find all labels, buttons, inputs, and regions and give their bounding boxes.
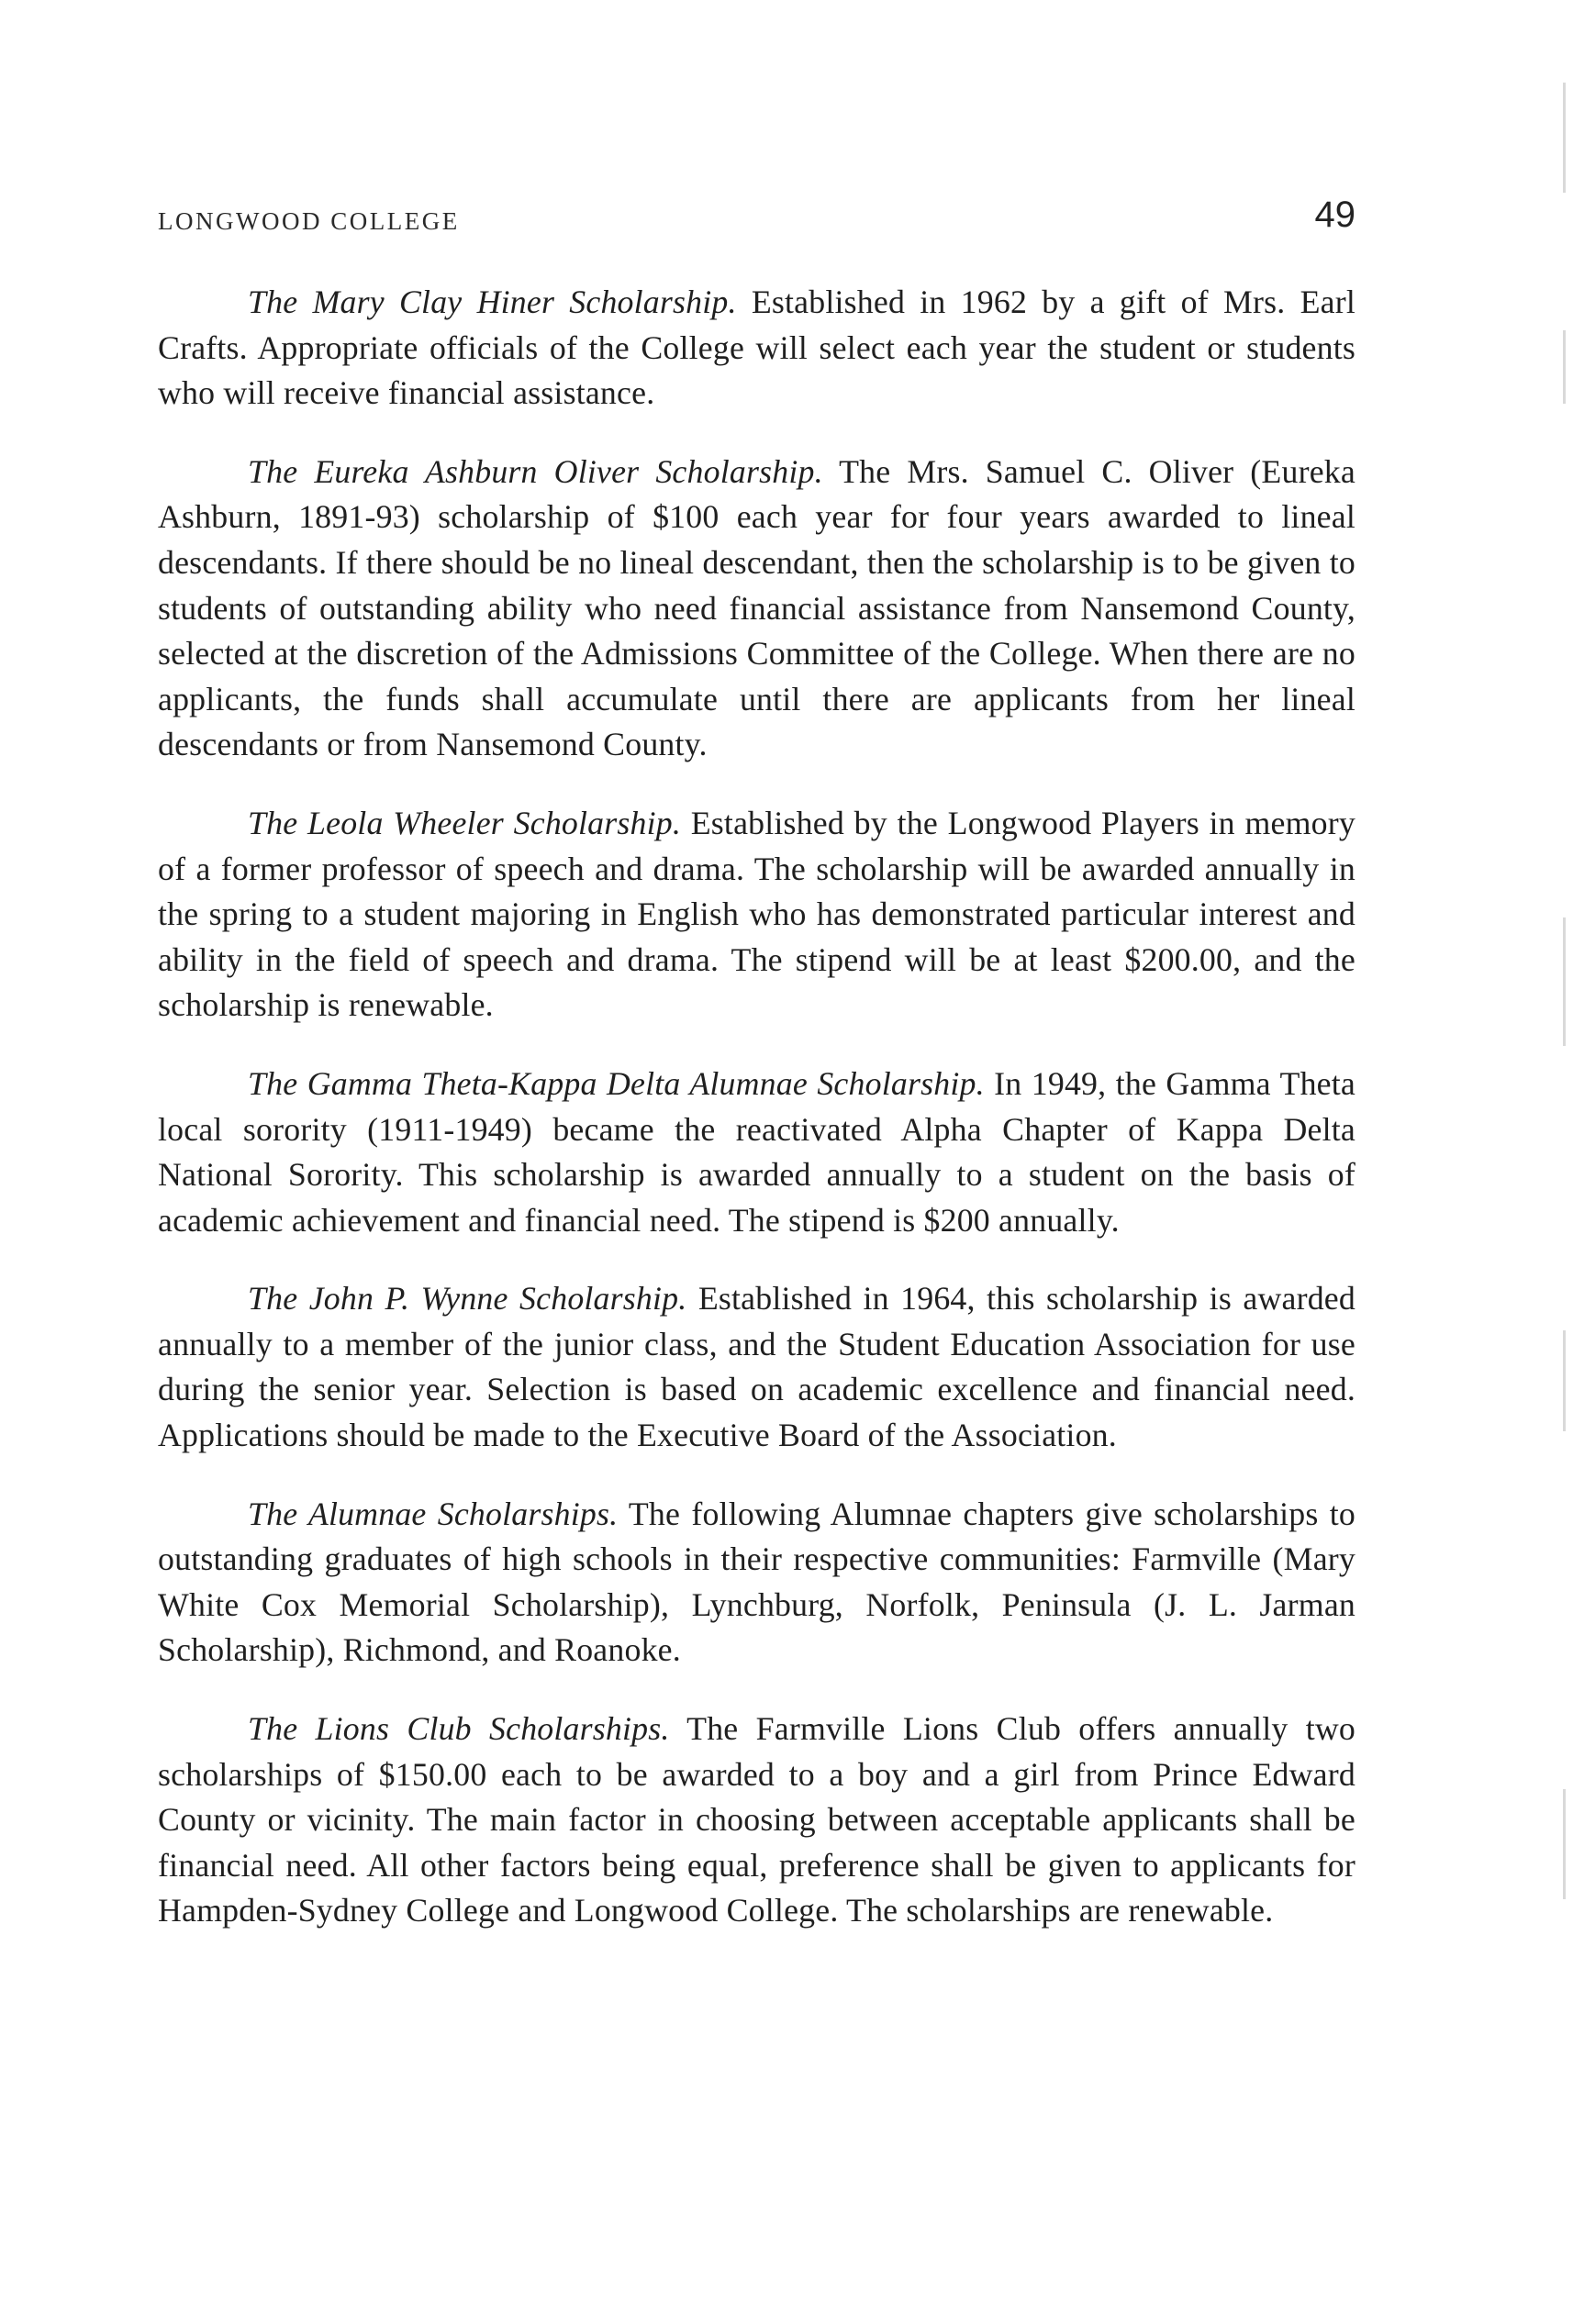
scholarship-paragraph (158, 1276, 1355, 1458)
scholarship-paragraph (158, 1062, 1355, 1243)
scholarship-description: In 1949, the Gamma Theta local sorority (1911-1949) became the reactivated Alpha Chapter of Kappa Delta National Sorority. This scholarship is awarded annually to a student on the basis of academic achievement and financial need. The stipend is $200 annually. (158, 1064, 1355, 1239)
scholarship-description: Established in 1964, this scholarship is awarded annually to a member of the junior class, and the Student Education Association for use during the senior year. Selection is based on academic excellence and financial need. Applications should be made to the Executive Board of the Association. (158, 1280, 1355, 1454)
scholarship-name: The John P. Wynne Scholarship. (248, 1280, 687, 1318)
scholarship-paragraph (158, 450, 1355, 768)
scholarship-paragraph (158, 801, 1355, 1029)
scholarship-paragraph (158, 280, 1355, 417)
scan-edge-mark (1563, 1330, 1566, 1431)
scholarship-name: The Lions Club Scholarships. (248, 1710, 670, 1748)
scholarship-description: The following Alumnae chapters give scholarships to outstanding graduates of high schools in their respective communities: Farmville (Mary White Cox Memorial Scholarship), Lynchburg, Norfolk, Peninsula (J. L. Jarman Scholarship), Richmond, and Roanoke. (158, 1495, 1356, 1669)
scholarship-name: The Leola Wheeler Scholarship. (248, 804, 682, 841)
scholarship-name: The Gamma Theta-Kappa Delta Alumnae Scholarship. (248, 1064, 985, 1102)
scholarship-name: The Eureka Ashburn Oliver Scholarship. (248, 452, 823, 490)
scan-edge-mark (1563, 83, 1566, 193)
scholarship-description: Established in 1962 by a gift of Mrs. Earl Crafts. Appropriate officials of the College will select each year the student or students who will receive financial assistance. (158, 284, 1355, 412)
scholarship-paragraph (158, 1492, 1355, 1674)
body-text (158, 280, 1355, 1967)
scholarship-paragraph (158, 1707, 1355, 1934)
scholarship-description: The Farmville Lions Club offers annually two scholarships of $150.00 each to be awarded to a boy and a girl from Prince Edward County or vicinity. The main factor in choosing between acceptable applicants shall be financial need. All other factors being equal, preference shall be given to applicants for Hampden-Sydney College and Longwood College. The scholarships are renewable. (158, 1710, 1355, 1929)
scholarship-name: The Alumnae Scholarships. (248, 1495, 619, 1532)
scan-edge-mark (1563, 1789, 1566, 1899)
scan-edge-mark (1563, 330, 1566, 404)
scholarship-description: Established by the Longwood Players in memory of a former professor of speech and drama. The scholarship will be awarded annually in the spring to a student majoring in English who has demonstrated particular interest and ability in the field of speech and drama. The stipend will be at least $200.00, and the scholarship is renewable. (158, 804, 1355, 1024)
page-number: 49 (1314, 195, 1355, 235)
running-head (158, 195, 1355, 250)
scan-edge-mark (1563, 917, 1566, 1046)
running-head-title: LONGWOOD COLLEGE (158, 207, 460, 235)
scholarship-name: The Mary Clay Hiner Scholarship. (248, 284, 737, 320)
scholarship-description: The Mrs. Samuel C. Oliver (Eureka Ashburn, 1891-93) scholarship of $100 each year for four years awarded to lineal descendants. If there should be no lineal descendant, then the scholarship is to be given to students of outstanding ability who need financial assistance from Nansemond County, selected at the discretion of the Admissions Committee of the College. When there are no applicants, the funds shall accumulate until there are applicants from her lineal descendants or from Nansemond County. (158, 452, 1355, 763)
